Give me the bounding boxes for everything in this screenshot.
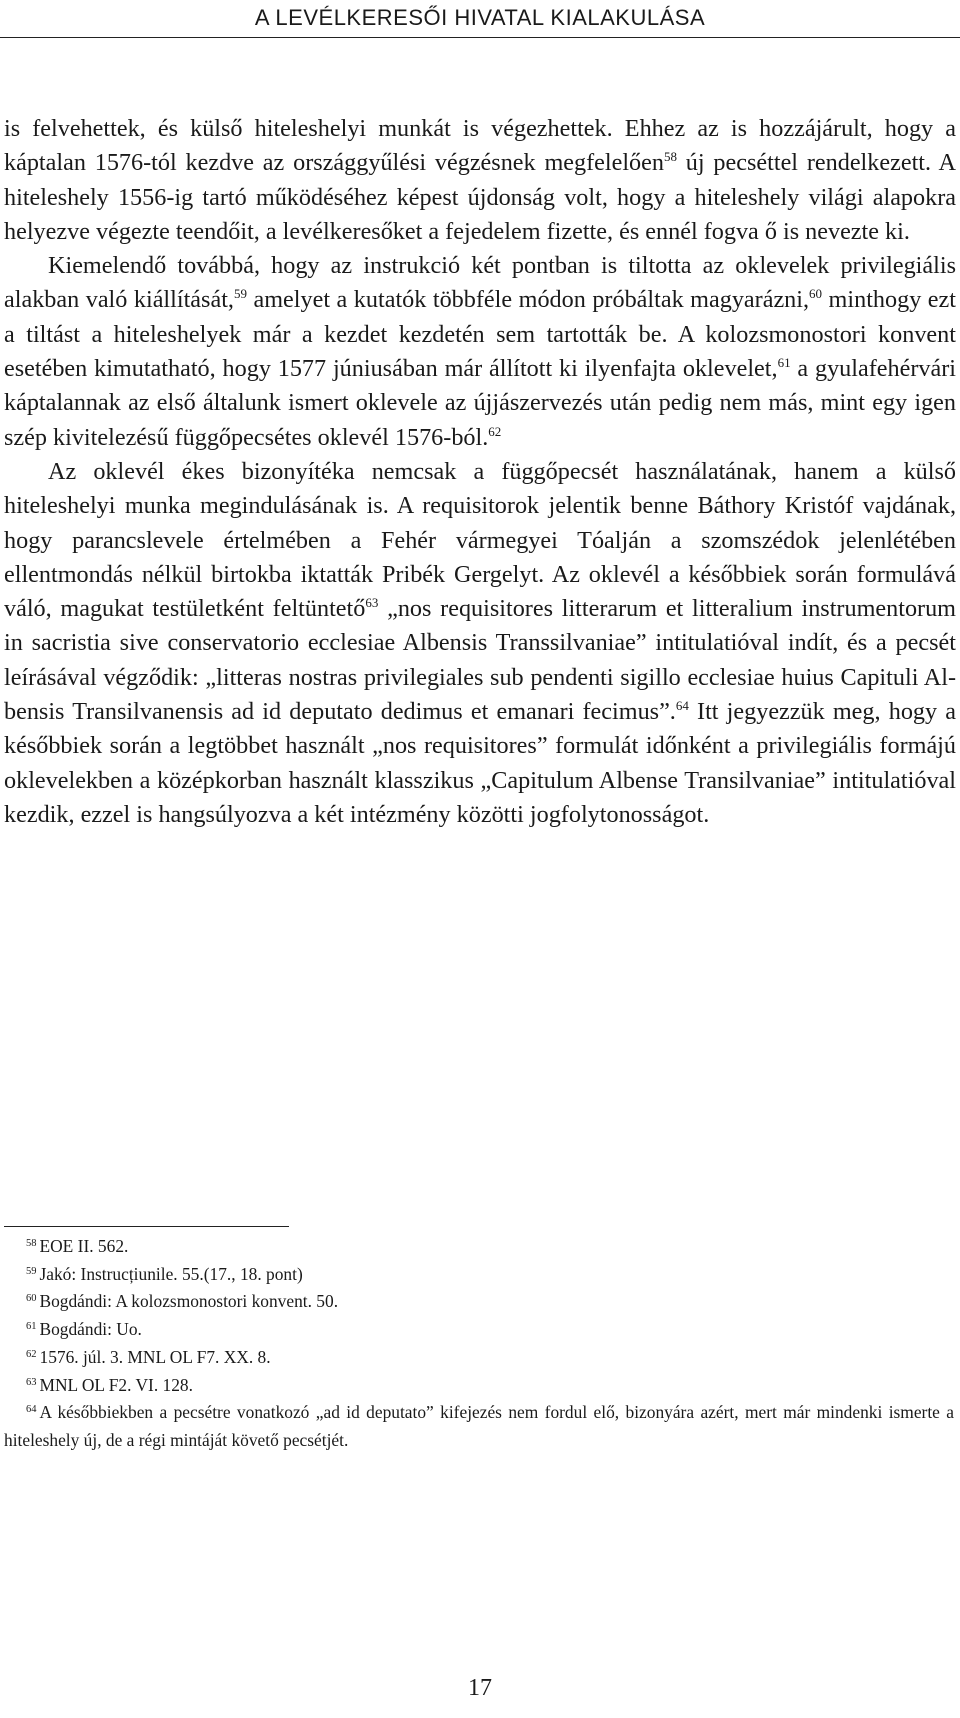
paragraph-text: Kiemelendő továbbá, hogy az instrukció két pontban is tiltotta az oklevelek privilegiális alakban való kiállítását, [4, 252, 956, 314]
running-header [0, 0, 960, 38]
footnote-ref-62: 62 [488, 423, 502, 439]
paragraph-text: „nos requisitores litterarum et litteralium instrumentorum in sacristia sive conservatorio ecclesiae Albensis Transsilvaniae” intitulatióval indít, és a pecsét leírásával végződik: „litteras nostras privilegiales sub pendenti sigillo ecclesiae huius Capituli Albensis Transilvanensis ad id deputato dedimus et emanari fecimus”. [4, 595, 956, 726]
footnote-number: 59 [26, 1265, 37, 1277]
paragraph-text: minthogy ezt a tiltást a hiteleshelyek már a kezdet kezdetén sem tartották be. A kolozsmonostori konvent esetében kimutatható, hogy 1577 júniusában már állított ki ilyenfajta oklevelet, [4, 286, 956, 383]
paragraph-text: új pecséttel rendelkezett. A hiteleshely 1556-ig tartó működéséhez képest újdonság volt, hogy a hiteleshely világi alapokra helyezve végezte teendőit, a levélkeresőket a fejedelem fizette, és ennél fogva ő is nevezte ki. [4, 149, 957, 245]
footnote-ref-61: 61 [777, 355, 791, 371]
page-number: 17 [468, 1675, 492, 1701]
footnote-ref-64: 64 [675, 698, 689, 714]
footnote-59 [4, 1261, 954, 1289]
footnote-63 [4, 1372, 954, 1400]
paragraph-3 [4, 455, 956, 832]
footnote-ref-59: 59 [233, 286, 247, 302]
paragraph-text: Itt jegyezzük meg, hogy a későbbiek során a legtöbbet használt „nos requisitores” formulát időnként a privilegiális formájú oklevelekben a középkorban használt klasszikus „Capitulum Albense Transilvaniae” intitulatióval kezdik, ezzel is hangsúlyozva a két intézmény közötti jogfolytonosságot. [4, 698, 956, 828]
paragraph-text: a gyulafehérvári káptalannak az első általunk ismert oklevele az újjászervezés után pedig nem más, mint egy igen szép kivitelezésű függőpecsétes oklevél 1576-ból. [4, 355, 956, 451]
footnote-number: 58 [26, 1238, 37, 1249]
body-text [4, 112, 956, 832]
footnote-separator [4, 1226, 289, 1227]
footnote-text: Bogdándi: Uo. [39, 1319, 142, 1340]
paragraph-text: Az oklevél ékes bizonyítéka nemcsak a függőpecsét használatának, hanem a külső hiteleshelyi munka megindulásának is. A requisitorok jelentik benne Báthory Kristóf vajdának, hogy parancslevele értelmében a Fehér vármegyei Tóalján a szomszédok jelenlétében ellentmondás nélkül birtokba iktatták Pribék Gergelyt. Az oklevél a későbbiek során formulává váló, magukat testületként feltüntető [4, 457, 956, 623]
footnote-60 [4, 1288, 954, 1316]
footnote-text: Bogdándi: A kolozsmonostori konvent. 50. [39, 1291, 339, 1312]
paragraph-text: amelyet a kutatók többféle módon próbáltak magyarázni, [246, 286, 810, 314]
footnote-number: 63 [26, 1376, 37, 1388]
footnote-text: 1576. júl. 3. MNL OL F7. XX. 8. [39, 1346, 271, 1367]
footnote-64 [4, 1399, 954, 1454]
footnote-number: 64 [26, 1404, 37, 1416]
footnote-text: A későbbiekben a pecsétre vonatkozó „ad id deputato” kifejezés nem fordul elő, bizonyára azért, mert már mindenki ismerte a hiteleshely új, de a régi mintáját követő pecsétjét. [4, 1402, 954, 1450]
paragraph-2 [4, 249, 956, 455]
footnote-text: Jakó: Instrucțiunile. 55.(17., 18. pont) [39, 1263, 303, 1284]
footnote-ref-58: 58 [663, 149, 677, 165]
footnotes [4, 1233, 954, 1455]
footnote-ref-63: 63 [365, 595, 379, 611]
footnote-61 [4, 1316, 954, 1344]
footnote-58 [4, 1233, 954, 1261]
footnote-number: 62 [26, 1348, 37, 1360]
footnote-62 [4, 1344, 954, 1372]
paragraph-text: is felvehettek, és külső hiteleshelyi munkát is végezhettek. Ehhez az is hozzájárult, hogy a káptalan 1576-tól kezdve az országgyűlési végzésnek megfelelően [4, 115, 956, 177]
footnote-text: MNL OL F2. VI. 128. [39, 1374, 193, 1395]
paragraph-1 [4, 112, 956, 249]
running-title: A LEVÉLKERESŐI HIVATAL KIALAKULÁSA [254, 5, 706, 30]
footnote-number: 61 [26, 1321, 37, 1333]
footnote-text: EOE II. 562. [39, 1236, 129, 1256]
footnote-ref-60: 60 [809, 286, 823, 302]
footnote-number: 60 [26, 1293, 37, 1305]
